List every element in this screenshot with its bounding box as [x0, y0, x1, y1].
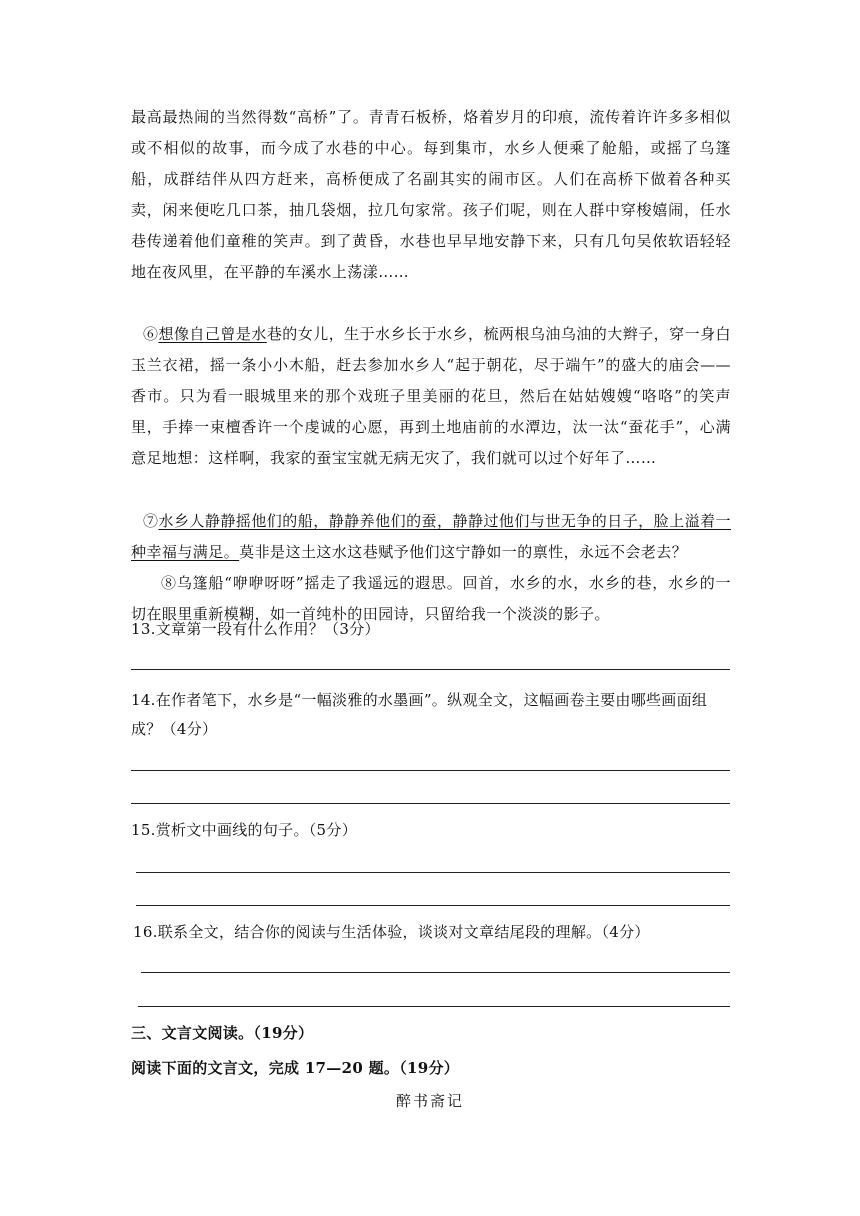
underlined-sentence: 水乡人静静摇他们的船，静静养他们的蚕，静静过他们与世无争的日子，脸上溢着一种幸福与满足。: [131, 512, 732, 561]
answer-line[interactable]: [131, 669, 730, 670]
passage-paragraph-7: [131, 506, 731, 568]
answer-line[interactable]: [131, 803, 730, 804]
answer-line[interactable]: [131, 770, 730, 771]
underlined-text: 想像自己曾是水: [158, 325, 267, 343]
paragraph-text: 乌篷船“咿咿呀呀”摇走了我遥远的遐思。回首，水乡的水，水乡的巷，水乡的一切在眼里重新模糊，如一首纯朴的田园诗，只留给我一个淡淡的影子。: [131, 574, 731, 623]
answer-line[interactable]: [136, 905, 730, 906]
paragraph-text: 莫非是这土这水这巷赋予他们这宁静如一的禀性，永远不会老去？: [239, 543, 688, 561]
section-heading: 三、文言文阅读。（19分）: [131, 1024, 314, 1042]
classical-text-title: 醉书斋记: [395, 1092, 464, 1110]
passage-paragraph-6: [131, 319, 731, 474]
paragraph-number: ⑧: [161, 574, 177, 592]
paragraph-number: ⑥: [143, 325, 159, 343]
answer-line[interactable]: [141, 972, 730, 973]
question-14: 14.在作者笔下，水乡是“一幅淡雅的水墨画”。纵观全文，这幅画卷主要由哪些画面组成？（4分）: [131, 691, 708, 738]
answer-line[interactable]: [138, 1006, 730, 1007]
paragraph-text: 最高最热闹的当然得数“高桥”了。青青石板桥，烙着岁月的印痕，流传着许许多多相似或不相似的故事，而今成了水巷的中心。每到集市，水乡人便乘了舱船，或摇了乌篷船，成群结伴从四方赶来，高桥便成了名副其实的闹市区。人们在高桥下做着各种买卖，闲来便吃几口茶，抽几袋烟，拉几句家常。孩子们呢，则在人群中穿梭嬉闹，任水巷传递着他们童稚的笑声。到了黄昏，水巷也早早地安静下来，只有几句吴侬软语轻轻地在夜风里，在平静的车溪水上荡漾……: [131, 108, 731, 281]
question-16: 16.联系全文，结合你的阅读与生活体验，谈谈对文章结尾段的理解。（4分）: [133, 923, 650, 941]
paragraph-number: ⑦: [143, 512, 159, 530]
passage-paragraph-intro: [131, 102, 731, 288]
question-13: 13.文章第一段有什么作用？（3分）: [131, 620, 380, 638]
answer-line[interactable]: [136, 872, 730, 873]
paragraph-text: 巷的女儿，生于水乡长于水乡，梳两根乌油乌油的大辫子，穿一身白玉兰衣裙，摇一条小小木船，赶去参加水乡人“起于朝花，尽于端午”的盛大的庙会——香市。只为看一眼城里来的那个戏班子里美丽的花旦，然后在姑姑嫂嫂“咯咯”的笑声里，手捧一束檀香许一个虔诚的心愿，再到土地庙前的水潭边，汰一汰“蚕花手”，心满意足地想：这样啊，我家的蚕宝宝就无病无灾了，我们就可以过个好年了……: [131, 325, 732, 467]
section-instruction: 阅读下面的文言文，完成 17—20 题。（19分）: [131, 1059, 460, 1077]
question-15: 15.赏析文中画线的句子。（5分）: [131, 821, 357, 839]
